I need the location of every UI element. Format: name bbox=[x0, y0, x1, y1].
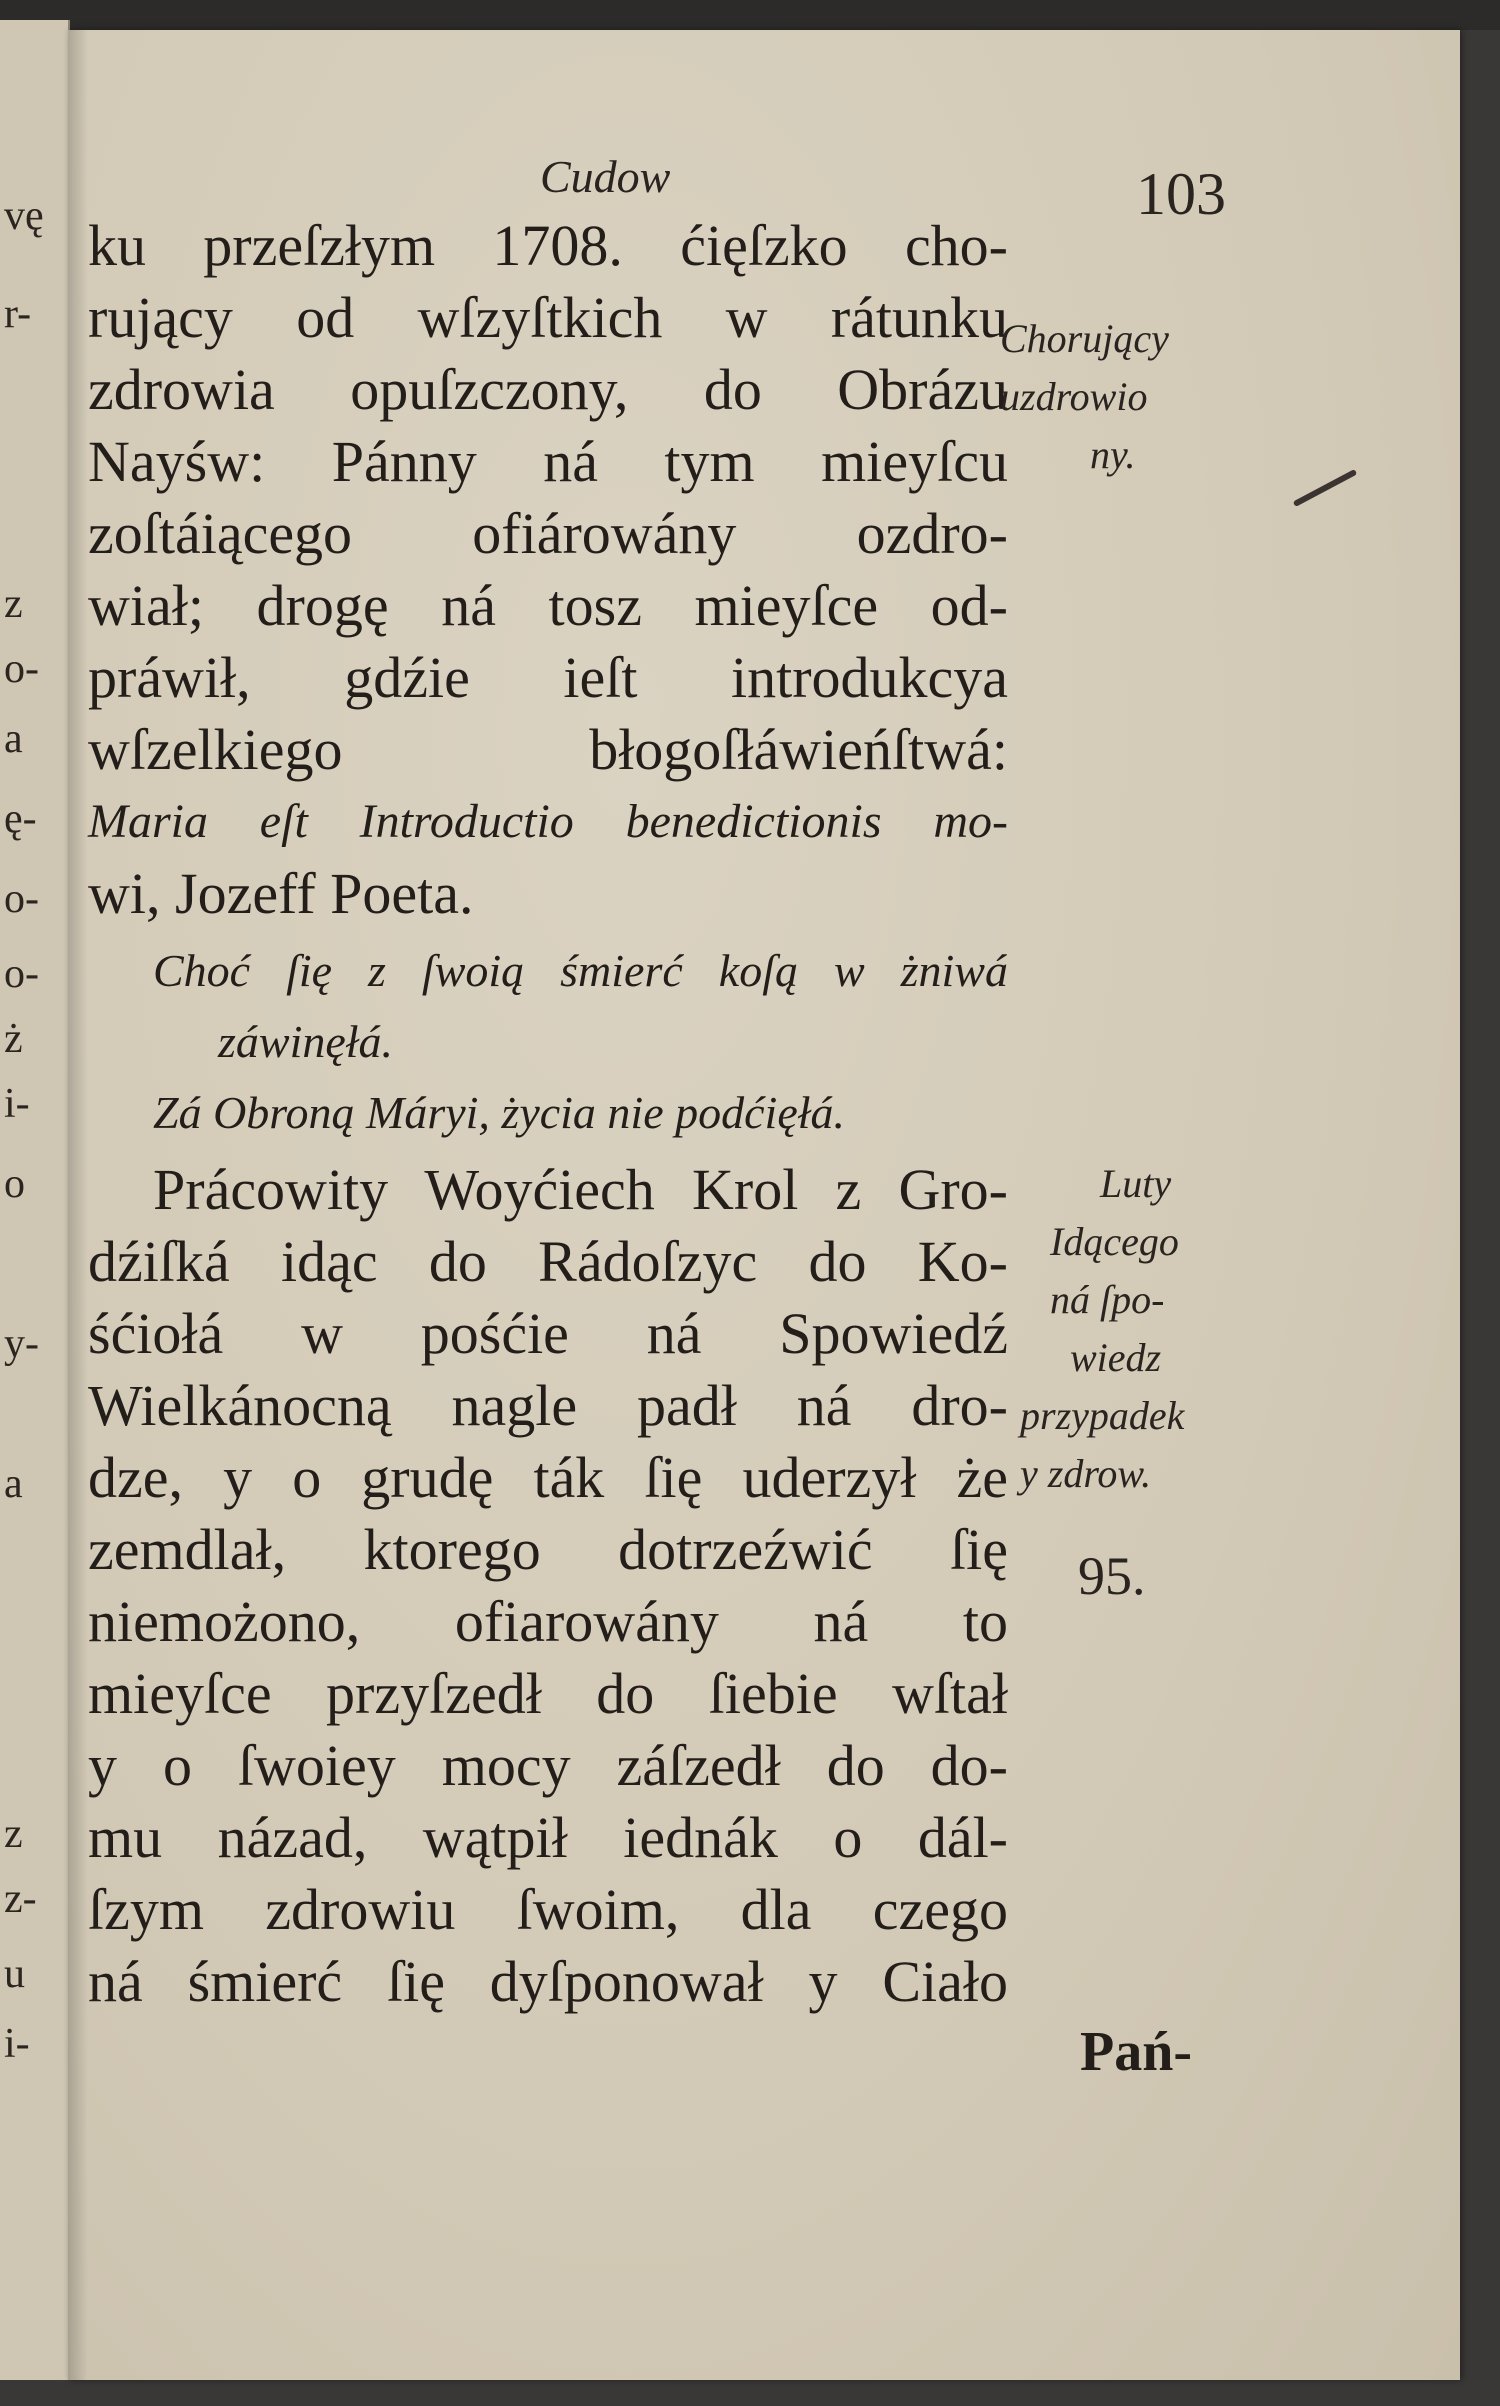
prev-page-fragment: i- bbox=[4, 1081, 30, 1127]
text-line: zoſtáiącego ofiárowány ozdro- bbox=[88, 501, 1008, 566]
text-line: ná śmierć ſię dyſponował y Ciało bbox=[88, 1949, 1008, 2014]
prev-page-fragment: a bbox=[4, 716, 23, 762]
text-line: y o ſwoiey mocy záſzedł do do- bbox=[88, 1733, 1008, 1798]
prev-page-fragment: o bbox=[4, 1161, 25, 1207]
prev-page-fragment: u bbox=[4, 1951, 25, 1997]
prev-page-fragment: y- bbox=[4, 1321, 39, 1367]
text-line: mieyſce przyſzedł do ſiebie wſtał bbox=[88, 1661, 1008, 1726]
page-number: 103 bbox=[1136, 161, 1226, 227]
catchword: Pań- bbox=[1080, 2021, 1192, 2083]
prev-page-fragment: i- bbox=[4, 2021, 30, 2067]
text-line: rujący od wſzyſtkich w rátunku bbox=[88, 285, 1008, 350]
margin-miracle-number: 95. bbox=[1078, 1546, 1146, 1606]
poem-line: záwinęłá. bbox=[218, 1016, 394, 1067]
text-line: śćiołá w pośćie ná Spowiedź bbox=[88, 1301, 1008, 1366]
text-line: mu názad, wątpił iednák o dál- bbox=[88, 1805, 1008, 1870]
text-line: wi, Jozeff Poeta. bbox=[88, 861, 474, 926]
poem-line: Zá Obroną Máryi, życia nie podćięłá. bbox=[153, 1087, 846, 1138]
main-text-block bbox=[88, 210, 1008, 2018]
margin-note-line: ná ſpo- bbox=[1050, 1277, 1165, 1322]
prev-page-fragment: z- bbox=[4, 1876, 37, 1922]
text-line: zdrowia opuſzczony, do Obrázu bbox=[88, 357, 1008, 422]
margin-note-luty bbox=[1020, 1155, 1290, 1503]
text-line: ſzym zdrowiu ſwoim, dla czego bbox=[88, 1877, 1008, 1942]
text-line: zemdlał, ktorego dotrzeźwić ſię bbox=[88, 1517, 1008, 1582]
margin-note-line: y zdrow. bbox=[1020, 1451, 1152, 1496]
margin-note-line: ny. bbox=[1090, 432, 1136, 477]
text-line: niemożono, ofiarowány ná to bbox=[88, 1589, 1008, 1654]
prev-page-fragment: r- bbox=[4, 291, 32, 337]
margin-note-line: Idącego bbox=[1050, 1219, 1179, 1264]
prev-page-fragment: o- bbox=[4, 646, 39, 692]
text-line: Wielkánocną nagle padł ná dro- bbox=[88, 1373, 1008, 1438]
prev-page-fragment: a bbox=[4, 1461, 23, 1507]
margin-note-line: przypadek bbox=[1020, 1393, 1185, 1438]
prev-page-fragment: o- bbox=[4, 876, 39, 922]
text-line: dze, y o grudę ták ſię uderzył że bbox=[88, 1445, 1008, 1510]
latin-quote-line: Maria eſt Introductio benedictionis mo- bbox=[88, 795, 1008, 848]
margin-note-line: wiedz bbox=[1070, 1335, 1162, 1380]
text-line: Prácowity Woyćiech Krol z Gro- bbox=[153, 1157, 1008, 1222]
text-line: práwił, gdźie ieſt introdukcya bbox=[88, 645, 1008, 710]
text-line: Nayśw: Pánny ná tym mieyſcu bbox=[88, 429, 1008, 494]
prev-page-fragment: o- bbox=[4, 951, 39, 997]
scan-border bbox=[0, 0, 1500, 30]
margin-note-line: Luty bbox=[1100, 1161, 1172, 1206]
prev-page-fragment: z bbox=[4, 581, 23, 627]
prev-page-fragment: z bbox=[4, 1811, 23, 1857]
poem-line: Choć ſię z ſwoią śmierć koſą w żniwá bbox=[153, 945, 1008, 996]
spine-shadow bbox=[68, 30, 88, 2380]
margin-note-line: Chorujący bbox=[1000, 316, 1169, 361]
prev-page-fragment: ż bbox=[4, 1016, 23, 1062]
margin-note-healed bbox=[1000, 310, 1240, 484]
prev-page-fragment: vę bbox=[4, 193, 44, 239]
prev-page-fragment: ę- bbox=[4, 796, 37, 842]
previous-page-edge bbox=[0, 20, 70, 2380]
text-line: wſzelkiego błogoſłáwieńſtwá: bbox=[88, 717, 1008, 782]
running-head: Cudow bbox=[540, 151, 671, 202]
text-line: dźiſká idąc do Rádoſzyc do Ko- bbox=[88, 1229, 1008, 1294]
text-line: wiał; drogę ná tosz mieyſce od- bbox=[88, 573, 1008, 638]
margin-note-line: uzdrowio bbox=[1000, 374, 1148, 419]
text-line: ku przeſzłym 1708. ćięſzko cho- bbox=[88, 213, 1008, 278]
